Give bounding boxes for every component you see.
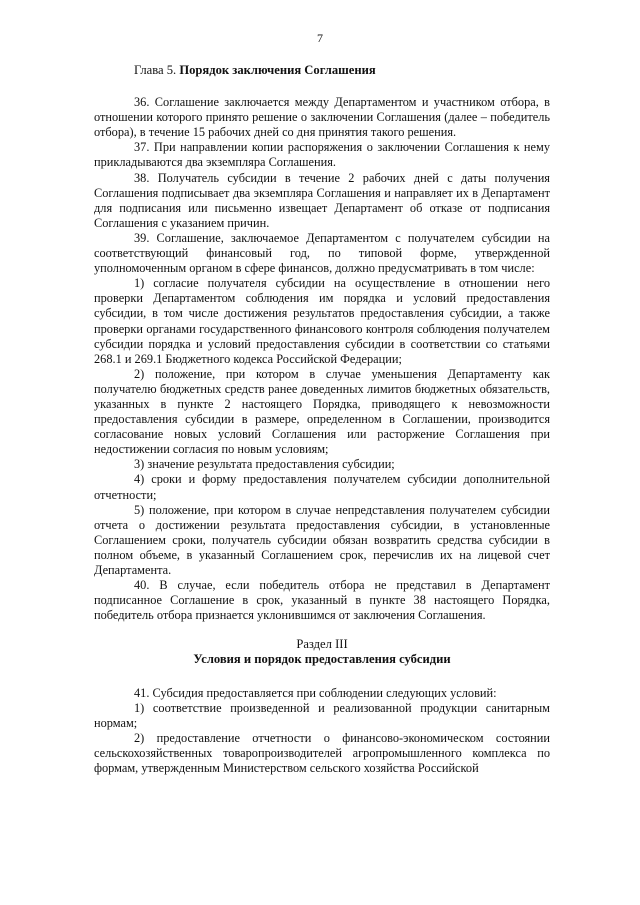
paragraph-39: 39. Соглашение, заключаемое Департаментом с получателем субсидии на соответствующий финансовый год, по типовой форме, утвержденной уполномоченным органом в сфере финансов, должно предусматривать в том числе:: [94, 230, 550, 276]
paragraph-39-item-2: 2) положение, при котором в случае уменьшения Департаменту как получателю бюджетных средств ранее доведенных лимитов бюджетных обязательств, указанных в пункте 2 настоящего Порядка, приводящего к невозможности предоставления субсидии в размере, определенном в Соглашении, производится согласование новых условий Соглашения или расторжение Соглашения при недостижении согласия по новым условиям;: [94, 366, 550, 457]
paragraph-38: 38. Получатель субсидии в течение 2 рабочих дней с даты получения Соглашения подписывает два экземпляра Соглашения и направляет их в Департамент для подписания или письменно извещает Департамент об отказе от подписания Соглашения с указанием причин.: [94, 170, 550, 230]
section-title: Условия и порядок предоставления субсидии: [193, 652, 451, 667]
paragraph-41: 41. Субсидия предоставляется при соблюдении следующих условий:: [134, 685, 497, 700]
paragraph-41-item-2: 2) предоставление отчетности о финансово-экономическом состоянии сельскохозяйственных товаропроизводителей агропромышленного комплекса по формам, утвержденным Министерством сельского хозяйства Российской: [94, 730, 550, 776]
paragraph-36: 36. Соглашение заключается между Департаментом и участником отбора, в отношении которого принято решение о заключении Соглашения (далее – победитель отбора), в течение 15 рабочих дней со дня принятия такого решения.: [94, 95, 550, 140]
chapter-prefix: Глава 5.: [134, 63, 180, 77]
document-body: [94, 63, 550, 776]
paragraph-39-item-3: 3) значение результата предоставления субсидии;: [134, 457, 395, 472]
paragraph-39-item-1: 1) согласие получателя субсидии на осуществление в отношении него проверки Департаментом соблюдения им порядка и условий предоставления субсидии, в том числе достижения результатов предоставления субсидии, а также проверки органами государственного финансового контроля соблюдения получателем субсидии порядка и условий предоставления субсидии в соответствии со статьями 268.1 и 269.1 Бюджетного кодекса Российской Федерации;: [94, 276, 550, 366]
paragraph-39-item-4: 4) сроки и форму предоставления получателем субсидии дополнительной отчетности;: [94, 472, 550, 502]
paragraph-37: 37. При направлении копии распоряжения о заключении Соглашения к нему прикладываются два экземпляра Соглашения.: [94, 140, 550, 170]
paragraph-39-item-5: 5) положение, при котором в случае непредставления получателем субсидии отчета о достижении результата предоставления субсидии, в установленные Соглашением сроки, получатель субсидии обязан возвратить средства субсидии в полном объеме, в указанный Соглашением срок, перечислив их на лицевой счет Департамента.: [94, 502, 550, 577]
section-label: Раздел III: [296, 637, 348, 652]
paragraph-40: 40. В случае, если победитель отбора не представил в Департамент подписанное Соглашение в срок, указанный в пункте 38 настоящего Порядка, победитель отбора признается уклонившимся от заключения Соглашения.: [94, 578, 550, 623]
paragraph-41-item-1: 1) соответствие произведенной и реализованной продукции санитарным нормам;: [94, 700, 550, 730]
chapter-title: Порядок заключения Соглашения: [179, 63, 376, 77]
chapter-heading: [134, 63, 550, 78]
page-number: 7: [317, 31, 323, 45]
